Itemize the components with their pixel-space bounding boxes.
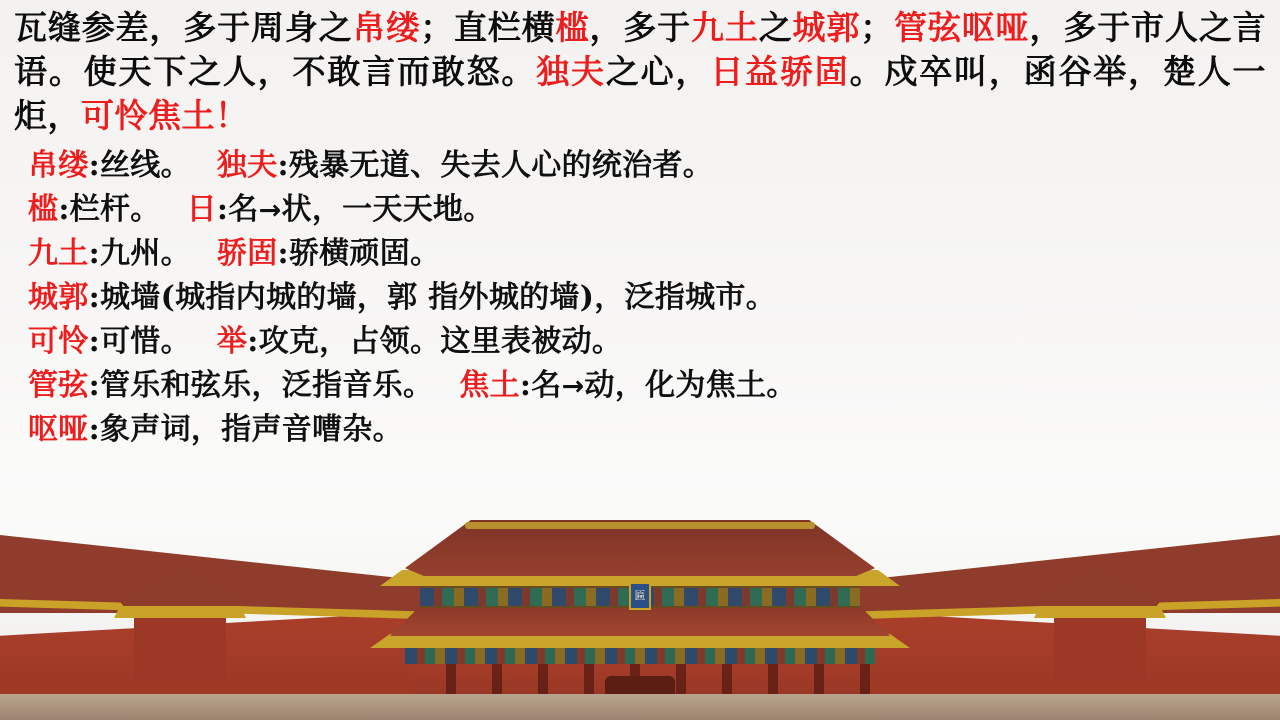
passage-text: 。戍卒叫，函谷举，楚人一炬， bbox=[14, 51, 1267, 135]
annotation-line bbox=[28, 364, 1266, 408]
passage-paragraph bbox=[14, 6, 1266, 138]
annotation-term: 焦土 bbox=[459, 368, 520, 404]
arrow-icon: → bbox=[258, 194, 282, 226]
annotation-term: 日 bbox=[186, 191, 217, 227]
annotation-term: 槛 bbox=[28, 191, 59, 227]
annotation-gloss: :栏杆。 bbox=[58, 191, 161, 227]
annotation-line bbox=[28, 276, 1266, 320]
annotation-line bbox=[28, 320, 1266, 364]
passage-keyword: 骄固 bbox=[779, 51, 850, 91]
annotation-term: 帛缕 bbox=[28, 147, 89, 183]
passage-keyword: 城郭 bbox=[792, 8, 861, 47]
annotation-gloss: :九州。 bbox=[88, 235, 191, 271]
right-pavilion bbox=[1040, 570, 1160, 680]
annotation-line bbox=[28, 232, 1266, 276]
annotation-term: 管弦 bbox=[28, 368, 89, 404]
annotation-term: 独夫 bbox=[216, 147, 278, 183]
left-pavilion-eave bbox=[114, 606, 246, 618]
passage-text: ； bbox=[860, 8, 894, 47]
hall-roof-ridge bbox=[465, 522, 815, 529]
hall-lower-eave bbox=[370, 634, 910, 648]
passage-text: 瓦缝参差，多于周身之 bbox=[14, 8, 353, 47]
hall-lower-roof bbox=[390, 606, 890, 636]
left-pavilion bbox=[120, 570, 240, 680]
main-hall bbox=[370, 520, 910, 720]
passage-text: 之心， bbox=[605, 51, 711, 91]
passage-keyword: 帛缕 bbox=[352, 8, 421, 47]
annotation-term: 举 bbox=[216, 324, 248, 359]
annotation-line bbox=[28, 144, 1266, 188]
passage-keyword: 管弦呕哑 bbox=[893, 8, 1030, 47]
annotation-list bbox=[14, 144, 1266, 453]
hall-lower-frieze bbox=[405, 648, 875, 664]
passage-text: ，多于市人之言语。使天下之人，不敢言而敢怒。 bbox=[14, 8, 1267, 91]
annotation-gloss: :名 bbox=[519, 368, 562, 404]
left-pavilion-body bbox=[134, 618, 226, 680]
annotation-gloss: :可惜。 bbox=[88, 324, 191, 359]
passage-keyword: 独夫 bbox=[536, 51, 606, 91]
annotation-gloss: :城墙(城指内城的墙，郭 指外城的墙)，泛指城市。 bbox=[88, 279, 777, 315]
annotation-gloss: :管乐和弦乐，泛指音乐。 bbox=[88, 368, 434, 404]
arrow-icon: → bbox=[561, 371, 585, 403]
hall-name-plaque bbox=[629, 582, 651, 610]
annotation-term: 骄固 bbox=[216, 235, 278, 271]
right-pavilion-eave bbox=[1034, 606, 1166, 618]
passage-text: 之 bbox=[758, 8, 793, 47]
annotation-term: 呕哑 bbox=[28, 412, 89, 448]
passage-keyword: 槛 bbox=[555, 8, 590, 47]
right-pavilion-body bbox=[1054, 618, 1146, 680]
forbidden-city-photo bbox=[0, 520, 1280, 720]
annotation-gloss: 状，一天天地。 bbox=[281, 191, 494, 227]
annotation-line bbox=[28, 408, 1266, 452]
annotation-gloss: :象声词，指声音嘈杂。 bbox=[88, 412, 403, 448]
annotation-gloss: :骄横顽固。 bbox=[277, 235, 441, 271]
annotation-gloss: :丝线。 bbox=[88, 147, 191, 183]
annotation-term: 城郭 bbox=[28, 279, 89, 315]
passage-keyword: 日益 bbox=[710, 51, 780, 91]
annotation-term: 九土 bbox=[28, 235, 89, 271]
annotation-gloss: 动，化为焦土。 bbox=[584, 368, 797, 404]
annotation-gloss: :残暴无道、失去人心的统治者。 bbox=[277, 147, 714, 183]
passage-text: ；直栏横 bbox=[420, 8, 556, 47]
annotation-gloss: :攻克，占领。这里表被动。 bbox=[247, 324, 623, 359]
plaza-ground bbox=[0, 694, 1280, 720]
hall-name-plaque-text: 匾 bbox=[634, 589, 646, 602]
passage-keyword: 可怜焦土！ bbox=[81, 95, 249, 135]
annotation-term: 可怜 bbox=[28, 324, 89, 359]
annotation-line bbox=[28, 188, 1266, 232]
annotation-gloss: :名 bbox=[216, 191, 259, 227]
passage-text: ，多于 bbox=[589, 8, 691, 47]
passage-keyword: 九土 bbox=[690, 8, 759, 47]
